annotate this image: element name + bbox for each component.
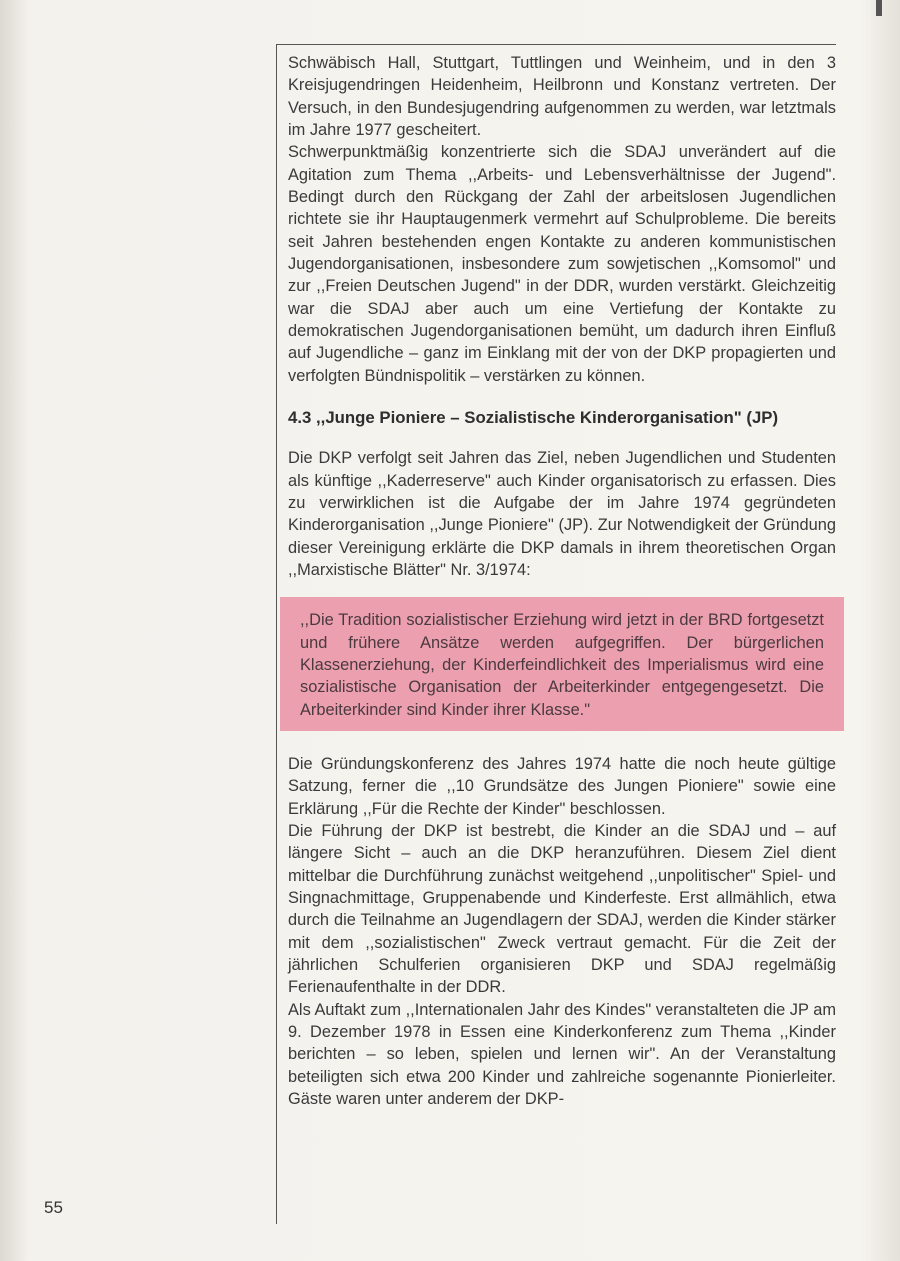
text-column <box>288 52 836 1110</box>
column-rule <box>276 44 277 1224</box>
section-heading: 4.3 ,,Junge Pioniere – Sozialistische Kinderorganisation" (JP) <box>288 408 779 428</box>
paragraph-fuehrung: Die Führung der DKP ist bestrebt, die Kinder an die SDAJ und – auf längere Sicht – auch an die DKP heranzuführen. Diesem Ziel dient mittelbar die Durchführung zunächst weitgehend ,,unpolitischer" Spiel- und Singnachmittage, Gruppenabende und Kinderfeste. Erst allmählich, etwa durch die Teilnahme an Jugendlagern der SDAJ, werden die Kinder stärker mit dem ,,sozialistischen" Zweck vertraut gemacht. Für die Zeit der jährlichen Schulferien organisieren DKP und SDAJ regelmäßig Ferienaufenthalte in der DDR. <box>288 821 836 997</box>
quote-text: ,,Die Tradition sozialistischer Erziehung wird jetzt in der BRD fortgesetzt und frühere Ansätze werden aufgegriffen. Der bürgerlichen Klassenerziehung, der Kinderfeindlichkeit des Imperialismus wird eine sozialistische Organisation der Arbeiterkinder entgegengesetzt. Die Arbeiterkinder sind Kinder ihrer Klasse." <box>300 611 824 719</box>
paragraph-sdaj-agitation: Schwerpunktmäßig konzentrierte sich die SDAJ unverändert auf die Agitation zum Thema ,,Arbeits- und Lebensverhältnisse der Jugend". Bedingt durch den Rückgang der Zahl der arbeitslosen Jugendlichen richtete sie ihr Hauptaugenmerk vermehrt auf Schulprobleme. Die bereits seit Jahren bestehenden engen Kontakte zu anderen kommunistischen Jugendorganisationen, insbesondere zum sowjetischen ,,Komsomol" und zur ,,Freien Deutschen Jugend" in der DDR, wurden verstärkt. Gleichzeitig war die SDAJ aber auch um eine Vertiefung der Kontakte zu demokratischen Jugendorganisationen bemüht, um dadurch ihren Einfluß auf Jugendliche – ganz im Einklang mit der von der DKP propagierten und verfolgten Bündnispolitik – verstärken zu können. <box>288 143 836 385</box>
paragraph-gruendungskonferenz: Die Gründungskonferenz des Jahres 1974 hatte die noch heute gültige Satzung, ferner die ,,10 Grundsätze des Jungen Pioniere" sowie eine Erklärung ,,Für die Rechte der Kinder" beschlossen. <box>288 754 836 818</box>
quote-box <box>280 597 844 731</box>
paragraph-intro: Die DKP verfolgt seit Jahren das Ziel, neben Jugendlichen und Studenten als künftige ,,Kaderreserve" auch Kinder organisatorisch zu erfassen. Dies zu verwirklichen ist die Aufgabe der im Jahre 1974 gegründeten Kinderorganisation ,,Junge Pioniere" (JP). Zur Notwendigkeit der Gründung dieser Vereinigung erklärte die DKP damals in ihrem theoretischen Organ ,,Marxistische Blätter" Nr. 3/1974: <box>288 449 836 579</box>
paragraph-auftakt: Als Auftakt zum ,,Internationalen Jahr des Kindes" veranstalteten die JP am 9. Dezember 1978 in Essen eine Kinderkonferenz zum Thema ,,Kinder berichten – so leben, spielen und lernen wir". An der Veranstaltung beteiligten sich etwa 200 Kinder und zahlreiche sogenannte Pionierleiter. Gäste waren unter anderem der DKP- <box>288 1000 836 1109</box>
paragraph-continuation: Schwäbisch Hall, Stuttgart, Tuttlingen und Weinheim, und in den 3 Kreisjugendringen Heidenheim, Heilbronn und Konstanz vertreten. Der Versuch, in den Bundesjugendring aufgenommen zu werden, war letztmals im Jahre 1977 gescheitert. <box>288 54 836 140</box>
corner-mark <box>876 0 882 16</box>
page-number: 55 <box>44 1198 63 1217</box>
top-rule <box>276 44 836 45</box>
